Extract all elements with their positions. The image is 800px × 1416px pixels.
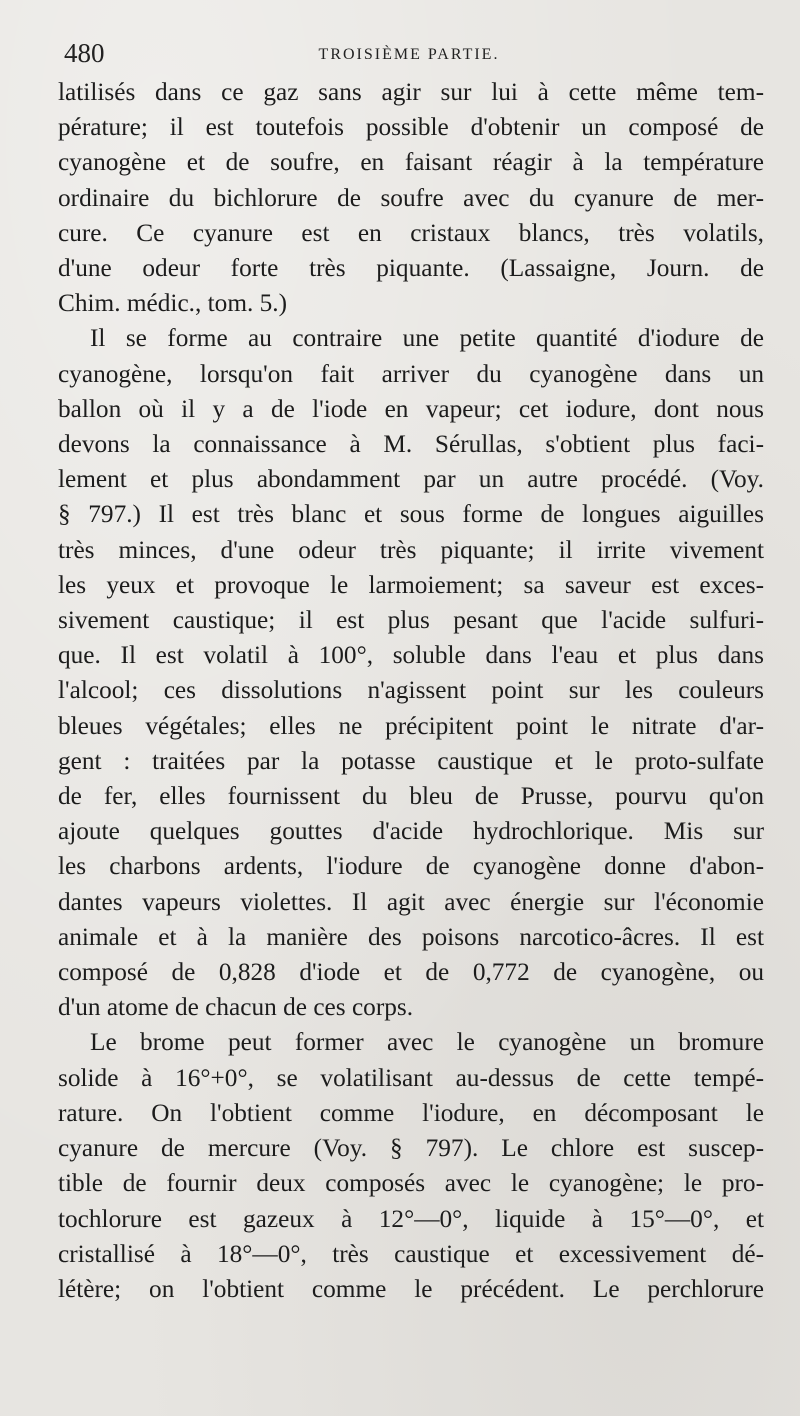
text-line: Il se forme au contraire une petite quantité d'iodure de bbox=[90, 324, 764, 353]
body-text bbox=[58, 75, 764, 1307]
text-line: cyanure de mercure (Voy. § 797). Le chlore est suscep- bbox=[58, 1134, 764, 1163]
text-line: cure. Ce cyanure est en cristaux blancs, très volatils, bbox=[58, 218, 764, 247]
text-line: bleues végétales; elles ne précipitent point le nitrate d'ar- bbox=[58, 711, 764, 740]
text-line: Le brome peut former avec le cyanogène un bromure bbox=[90, 1028, 764, 1057]
text-line: sivement caustique; il est plus pesant que l'acide sulfuri- bbox=[58, 606, 764, 635]
text-line: de fer, elles fournissent du bleu de Prusse, pourvu qu'on bbox=[58, 782, 764, 811]
text-line: gent : traitées par la potasse caustique et le proto-sulfate bbox=[58, 746, 764, 775]
text-line: que. Il est volatil à 100°, soluble dans l'eau et plus dans bbox=[58, 641, 764, 670]
text-line: latilisés dans ce gaz sans agir sur lui à cette même tem- bbox=[58, 78, 764, 106]
text-line: l'alcool; ces dissolutions n'agissent point sur les couleurs bbox=[58, 676, 764, 705]
text-line: ordinaire du bichlorure de soufre avec du cyanure de mer- bbox=[58, 183, 764, 212]
text-line: les charbons ardents, l'iodure de cyanogène donne d'abon- bbox=[58, 852, 764, 881]
text-line: ajoute quelques gouttes d'acide hydrochlorique. Mis sur bbox=[58, 817, 764, 846]
text-line: les yeux et provoque le larmoiement; sa saveur est exces- bbox=[58, 570, 764, 599]
text-line: animale et à la manière des poisons narcotico-âcres. Il est bbox=[58, 922, 764, 951]
text-line: d'une odeur forte très piquante. (Lassaigne, Journ. de bbox=[58, 254, 764, 283]
text-line: dantes vapeurs violettes. Il agit avec énergie sur l'économie bbox=[58, 887, 764, 916]
text-line: cyanogène et de soufre, en faisant réagir à la température bbox=[58, 148, 764, 177]
page-number: 480 bbox=[64, 38, 105, 68]
text-line: létère; on l'obtient comme le précédent. Le perchlorure bbox=[58, 1274, 764, 1303]
text-line: Chim. médic., tom. 5.) bbox=[58, 289, 288, 318]
text-line: très minces, d'une odeur très piquante; il irrite vivement bbox=[58, 535, 764, 564]
paragraph-bromure bbox=[58, 1025, 764, 1307]
text-line: cristallisé à 18°—0°, très caustique et excessivement dé- bbox=[58, 1239, 764, 1268]
text-line: devons la connaissance à M. Sérullas, s'obtient plus faci- bbox=[58, 430, 764, 459]
paragraph-iodure bbox=[58, 321, 764, 1025]
text-line: cyanogène, lorsqu'on fait arriver du cyanogène dans un bbox=[58, 359, 764, 388]
text-line: tible de fournir deux composés avec le cyanogène; le pro- bbox=[58, 1169, 764, 1198]
page-header bbox=[64, 38, 754, 78]
text-line: rature. On l'obtient comme l'iodure, en décomposant le bbox=[58, 1098, 764, 1127]
text-line: ballon où il y a de l'iode en vapeur; cet iodure, dont nous bbox=[58, 394, 764, 423]
text-line: tochlorure est gazeux à 12°—0°, liquide à 15°—0°, et bbox=[58, 1204, 764, 1233]
text-line: pérature; il est toutefois possible d'obtenir un composé de bbox=[58, 113, 764, 142]
text-line: composé de 0,828 d'iode et de 0,772 de cyanogène, ou bbox=[58, 958, 764, 987]
text-line: lement et plus abondamment par un autre procédé. (Voy. bbox=[58, 465, 764, 494]
running-head: TROISIÈME PARTIE. bbox=[318, 46, 500, 63]
text-line: d'un atome de chacun de ces corps. bbox=[58, 993, 414, 1022]
text-line: § 797.) Il est très blanc et sous forme de longues aiguilles bbox=[58, 500, 764, 529]
text-line: solide à 16°+0°, se volatilisant au-dessus de cette tempé- bbox=[58, 1063, 764, 1092]
paragraph-continuation bbox=[58, 75, 764, 321]
